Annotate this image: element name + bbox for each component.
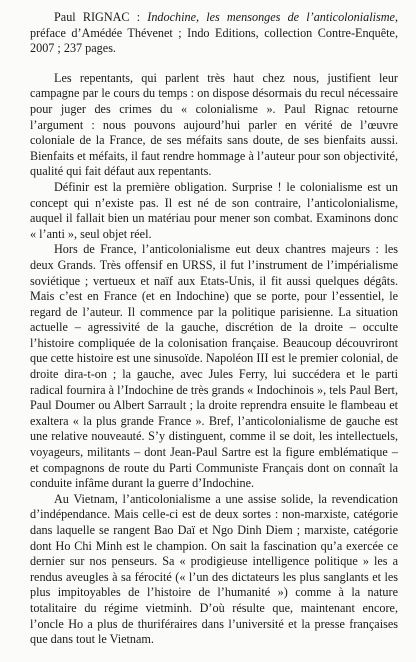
review-paragraph: Hors de France, l’anticolonialisme eut deux chantres majeurs : les deux Grands. Très offensif en URSS, il fut l’instrument de l’impérialisme soviétique ; vertueux et naïf aux Etats-Unis, il fit aussi quelques dégâts. Mais c’est en France (et en Indochine) que se porte, pour l’essentiel, le regard de l’auteur. Il commence par la politique parisienne. La situation actuelle – agressivité de la gauche, discrétion de la droite – occulte l’histoire compliquée de la colonisation française. Beaucoup découvriront que cette histoire est une sinusoïde. Napoléon III est le premier colonial, de droite dira-t-on ; la gauche, avec Jules Ferry, lui succédera et le parti radical fournira à l’Indochine de très grands « Indochinois », tels Paul Bert, Paul Doumer ou Albert Sarrault ; la droite reprendra ensuite le flambeau et exaltera « la plus grande France ». Bref, l’anticolonialisme de gauche est une relative nouveauté. S’y distinguent, comme il se doit, les intellectuels, voyageurs, militants – dont Jean-Paul Sartre est la figure emblématique – et compagnons de route du Parti Communiste Français dont on connaît la conduite infâme durant la guerre d’Indochine.: [30, 242, 398, 491]
book-author: Paul RIGNAC :: [54, 10, 148, 24]
review-paragraph: Les repentants, qui parlent très haut chez nous, justifient leur campagne par le cours du temps : on dispose désormais du recul nécessaire pour juger des crimes du « colonialisme ». Paul Rignac retourne l’argument : nous pouvons aujourd’hui parler en vérité de l’œuvre coloniale de la France, de ses méfaits sans doute, de ses bienfaits aussi. Bienfaits et méfaits, il faut rendre hommage à l’auteur pour son objectivité, qualité qui fait défaut aux repentants.: [30, 70, 398, 179]
review-paragraph: Définir est la première obligation. Surprise ! le colonialisme est un concept qui n’existe pas. Il est né de son contraire, l’anticolonialisme, auquel il fallait bien un matériau pour mener son combat. Examinons donc « l’anti », seul objet réel.: [30, 179, 398, 241]
book-reference: [30, 10, 398, 57]
review-paragraph: Au Vietnam, l’anticolonialisme a une assise solide, la revendication d’indépendance. Mais celle-ci est de deux sortes : non-marxiste, catégorie dans laquelle se rangent Bao Daï et Ngo Dinh Diem ; marxiste, catégorie dont Ho Chi Minh est le champion. On sait la fascination qu’a exercée ce dernier sur nos penseurs. Sa « prodigieuse intelligence politique » les a rendus aveugles à sa férocité (« l’un des dictateurs les plus sanglants et les plus impitoyables de l’histoire de l’humanité ») comme à la nature totalitaire du régime vietminh. D’où résulte que, maintenant encore, l’oncle Ho a plus de thuriféraires dans l’université et la presse françaises que dans tout le Vietnam.: [30, 491, 398, 647]
book-title: Indochine, les mensonges de l’anticolonialisme: [147, 10, 395, 24]
book-details: , préface d’Amédée Thévenet ; Indo Editions, collection Contre-Enquête, 2007 ; 237 pages.: [30, 10, 398, 56]
